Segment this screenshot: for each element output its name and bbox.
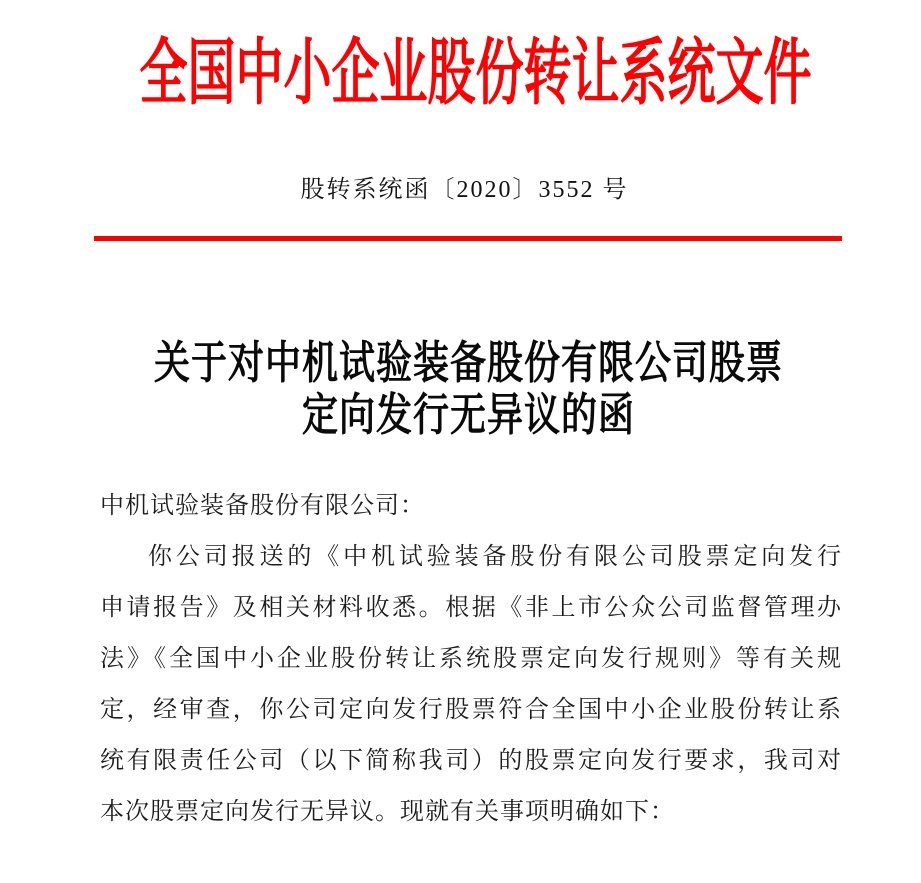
- subject-line-1: 关于对中机试验装备股份有限公司股票: [153, 338, 783, 388]
- document-page: [0, 34, 921, 883]
- document-header-title: 全国中小企业股份转让系统文件: [139, 34, 812, 114]
- paragraph-line: 统有限责任公司（以下简称我司）的股票定向发行要求，我司对: [100, 748, 842, 774]
- salutation: 中机试验装备股份有限公司：: [100, 493, 425, 519]
- red-divider-line: [94, 236, 842, 241]
- paragraph-line: 本次股票定向发行无异议。现就有关事项明确如下：: [100, 799, 675, 825]
- paragraph-line: 法》《全国中小企业股份转让系统股票定向发行规则》等有关规: [100, 646, 842, 672]
- document-number: 股转系统函〔2020〕3552 号: [300, 177, 629, 203]
- subject-line-2: 定向发行无异议的函: [301, 390, 635, 440]
- paragraph-line: 你公司报送的《中机试验装备股份有限公司股票定向发行: [148, 544, 842, 570]
- letter-body: [100, 481, 842, 838]
- document-subject: [0, 337, 921, 441]
- paragraph-line: 申请报告》及相关材料收悉。根据《非上市公众公司监督管理办: [100, 595, 842, 621]
- paragraph-line: 定，经审查，你公司定向发行股票符合全国中小企业股份转让系: [100, 697, 842, 723]
